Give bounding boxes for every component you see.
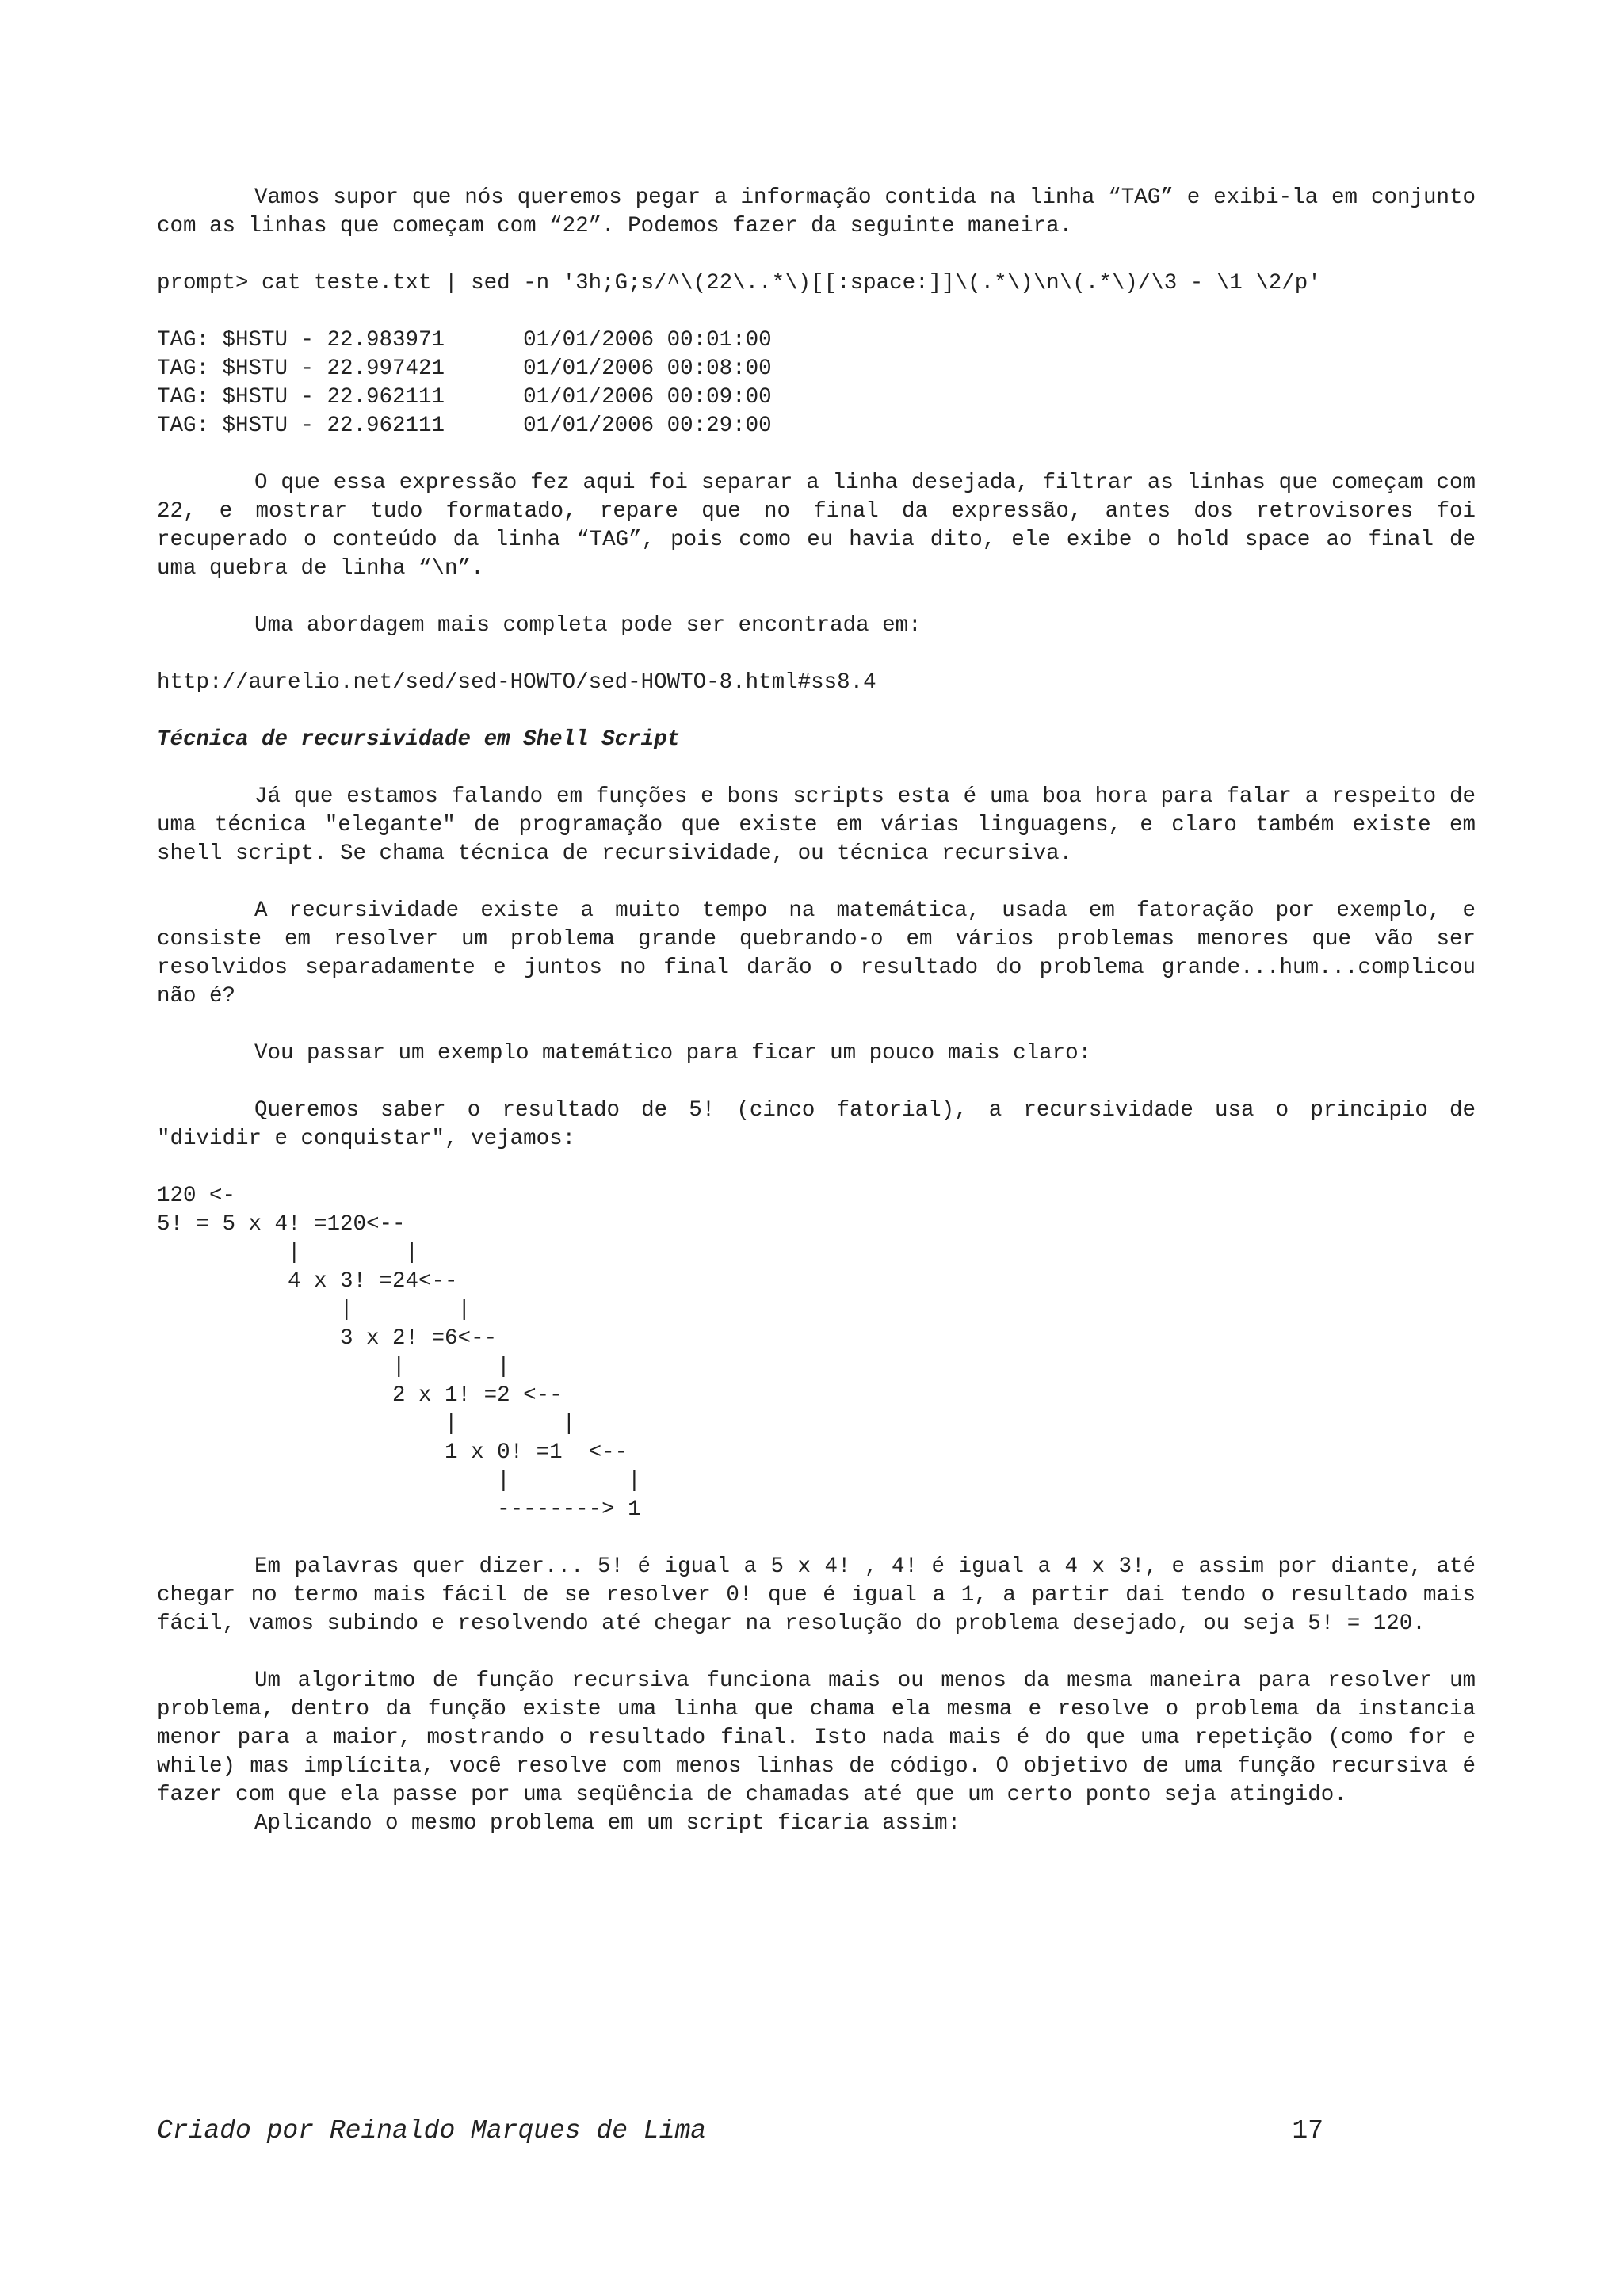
diagram-line: | | xyxy=(157,1241,419,1265)
command-output xyxy=(157,326,1476,441)
document-page xyxy=(157,184,1476,1838)
diagram-line: | | xyxy=(157,1412,576,1436)
output-line: TAG: $HSTU - 22.983971 01/01/2006 00:01:00 xyxy=(157,328,772,353)
diagram-line: --------> 1 xyxy=(157,1497,641,1522)
diagram-line: 3 x 2! =6<-- xyxy=(157,1326,498,1351)
footer-author: Criado por Reinaldo Marques de Lima xyxy=(157,2116,707,2145)
output-line: TAG: $HSTU - 22.997421 01/01/2006 00:08:00 xyxy=(157,357,772,381)
output-line: TAG: $HSTU - 22.962111 01/01/2006 00:29:00 xyxy=(157,414,772,438)
diagram-line: | | xyxy=(157,1469,641,1493)
paragraph-algorithm: Um algoritmo de função recursiva funciona mais ou menos da mesma maneira para resolver um problema, dentro da função existe uma linha que chama ela mesma e resolve o problema da instancia menor para a maior, mostrando o resultado final. Isto nada mais é do que uma repetição (como for e while) mas implícita, você resolve com menos linhas de código. O objetivo de uma função recursiva é fazer com que ela passe por uma seqüência de chamadas até que um certo ponto seja atingido. xyxy=(157,1669,1476,1807)
factorial-diagram xyxy=(157,1182,1476,1524)
page-footer xyxy=(157,2117,1323,2145)
diagram-line: 120 <- xyxy=(157,1184,236,1208)
sed-command: prompt> cat teste.txt | sed -n '3h;G;s/^\(22\..*\)[[:space:]]\(.*\)\n\(.*\)/\3 - \1 \2/p' xyxy=(157,271,1321,296)
section-heading: Técnica de recursividade em Shell Script xyxy=(157,727,681,752)
paragraph-tag-intro: Vamos supor que nós queremos pegar a informação contida na linha “TAG” e exibi-la em conjunto com as linhas que começam com “22”. Podemos fazer da seguinte maneira. xyxy=(157,185,1476,238)
page-number: 17 xyxy=(1292,2116,1323,2145)
diagram-line: 1 x 0! =1 <-- xyxy=(157,1440,628,1465)
paragraph-factorial: Queremos saber o resultado de 5! (cinco fatorial), a recursividade usa o principio de "dividir e conquistar", vejamos: xyxy=(157,1098,1476,1151)
paragraph-recursion-math: A recursividade existe a muito tempo na matemática, usada em fatoração por exemplo, e consiste em resolver um problema grande quebrando-o em vários problemas menores que vão ser resolvidos separadamente e juntos no final darão o resultado do problema grande...hum...complicou não é? xyxy=(157,898,1476,1009)
reference-url[interactable]: http://aurelio.net/sed/sed-HOWTO/sed-HOWTO-8.html#ss8.4 xyxy=(157,670,876,695)
paragraph-example-intro: Vou passar um exemplo matemático para ficar um pouco mais claro: xyxy=(254,1041,1092,1066)
diagram-line: 4 x 3! =24<-- xyxy=(157,1269,458,1294)
output-line: TAG: $HSTU - 22.962111 01/01/2006 00:09:00 xyxy=(157,385,772,410)
diagram-line: | | xyxy=(157,1355,510,1379)
diagram-line: 5! = 5 x 4! =120<-- xyxy=(157,1212,406,1237)
paragraph-recursion-intro: Já que estamos falando em funções e bons scripts esta é uma boa hora para falar a respeito de uma técnica "elegante" de programação que existe em várias linguagens, e claro também existe em shell script. Se chama técnica de recursividade, ou técnica recursiva. xyxy=(157,784,1476,866)
paragraph-in-words: Em palavras quer dizer... 5! é igual a 5 x 4! , 4! é igual a 4 x 3!, e assim por diante, até chegar no termo mais fácil de se resolver 0! que é igual a 1, a partir dai tendo o resultado mais fácil, vamos subindo e resolvendo até chegar na resolução do problema desejado, ou seja 5! = 120. xyxy=(157,1554,1476,1636)
paragraph-applying: Aplicando o mesmo problema em um script ficaria assim: xyxy=(254,1811,961,1836)
paragraph-expression-explanation: O que essa expressão fez aqui foi separar a linha desejada, filtrar as linhas que começam com 22, e mostrar tudo formatado, repare que no final da expressão, antes dos retrovisores foi recuperado o conteúdo da linha “TAG”, pois como eu havia dito, ele exibe o hold space ao final de uma quebra de linha “\n”. xyxy=(157,471,1476,581)
diagram-line: 2 x 1! =2 <-- xyxy=(157,1383,563,1408)
paragraph-more-complete: Uma abordagem mais completa pode ser encontrada em: xyxy=(254,613,922,638)
diagram-line: | | xyxy=(157,1298,472,1322)
